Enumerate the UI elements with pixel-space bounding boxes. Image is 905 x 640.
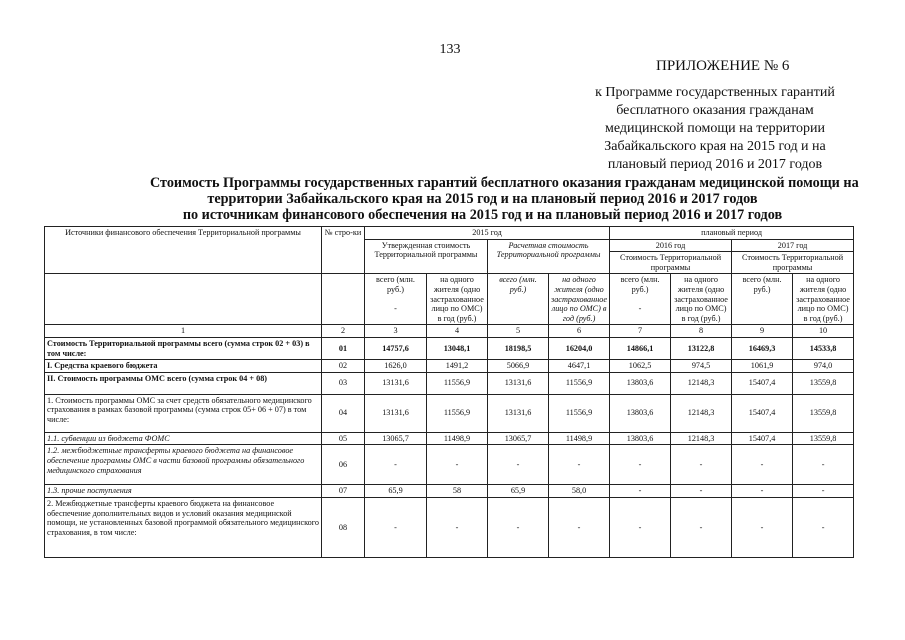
row-line-number: 01 [322,337,365,359]
document-title [150,175,859,223]
header-total-dash: - [638,304,642,314]
header-total: всего (млн. руб.) [732,274,793,325]
cell-value: - [671,445,732,485]
appendix-subtitle [570,84,860,174]
header-line-blank [322,274,365,325]
col-number: 9 [732,325,793,338]
cell-value: 1626,0 [365,360,427,373]
table-row [45,337,854,359]
cell-value: - [488,445,549,485]
header-source-blank [45,274,322,325]
col-number: 4 [427,325,488,338]
cell-value: - [732,445,793,485]
row-line-number: 02 [322,360,365,373]
cell-value: - [671,485,732,498]
col-number: 10 [793,325,854,338]
cell-value: 65,9 [365,485,427,498]
cell-value: 14866,1 [610,337,671,359]
header-total-label: всего (млн. руб.) [620,275,660,294]
cell-value: 11556,9 [549,394,610,432]
cell-value: 974,5 [671,360,732,373]
col-number: 2 [322,325,365,338]
appendix-line: Забайкальского края на 2015 год и на [604,139,826,154]
col-number: 6 [549,325,610,338]
cell-value: - [732,497,793,557]
col-number: 8 [671,325,732,338]
table-row [45,372,854,394]
row-label: II. Стоимость программы ОМС всего (сумма строк 04 + 08) [45,372,322,394]
cell-value: 11556,9 [549,372,610,394]
cell-value: - [610,485,671,498]
header-cost-2017: Стоимость Территориальной программы [732,252,854,274]
cell-value: 11556,9 [427,394,488,432]
row-label: 1.1. субвенции из бюджета ФОМС [45,432,322,445]
appendix-line: бесплатного оказания гражданам [616,103,814,118]
cell-value: - [793,497,854,557]
cell-value: 18198,5 [488,337,549,359]
cell-value: 12148,3 [671,372,732,394]
row-line-number: 05 [322,432,365,445]
cell-value: 13131,6 [488,394,549,432]
cell-value: - [610,445,671,485]
title-line: территории Забайкальского края на 2015 год и на плановый период 2016 и 2017 годов [207,191,758,207]
page-number: 133 [439,42,461,57]
cell-value: 1491,2 [427,360,488,373]
col-number: 5 [488,325,549,338]
cell-value: 15407,4 [732,394,793,432]
header-total [610,274,671,325]
col-number: 3 [365,325,427,338]
table-row [45,394,854,432]
appendix-line: медицинской помощи на территории [604,121,826,136]
cell-value: 13803,6 [610,394,671,432]
table-row [45,445,854,485]
header-per-capita: на одного жителя (одно застрахованное лицо по ОМС) в год (руб.) [427,274,488,325]
table-row [45,485,854,498]
cell-value: - [549,497,610,557]
header-line-number: № стро-ки [322,227,365,274]
header-total [365,274,427,325]
appendix-line: к Программе государственных гарантий [595,85,835,100]
cell-value: - [671,497,732,557]
header-per-capita: на одного жителя (одно застрахованное лицо по ОМС) в год (руб.) [549,274,610,325]
cell-value: 15407,4 [732,432,793,445]
cell-value: 5066,9 [488,360,549,373]
header-cost-2016: Стоимость Территориальной программы [610,252,732,274]
cell-value: 65,9 [488,485,549,498]
cell-value: - [610,497,671,557]
header-per-capita: на одного жителя (одно застрахованное лицо по ОМС) в год (руб.) [793,274,854,325]
cell-value: - [793,485,854,498]
cell-value: 1061,9 [732,360,793,373]
row-label: 1. Стоимость программы ОМС за счет средств обязательного медицинского страхования в рамках базовой программы (сумма строк 05+ 06 + 07) в том числе: [45,394,322,432]
table-row [45,497,854,557]
row-label: Стоимость Территориальной программы всего (сумма строк 02 + 03) в том числе: [45,337,322,359]
cell-value: 1062,5 [610,360,671,373]
header-total: всего (млн. руб.) [488,274,549,325]
cell-value: 974,0 [793,360,854,373]
cell-value: - [549,445,610,485]
row-line-number: 08 [322,497,365,557]
cell-value: 13065,7 [488,432,549,445]
cell-value: - [365,497,427,557]
header-year-2017: 2017 год [732,239,854,252]
cell-value: - [793,445,854,485]
header-year-2015: 2015 год [365,227,610,240]
cell-value: 58,0 [549,485,610,498]
cell-value: - [427,497,488,557]
cell-value: 16204,0 [549,337,610,359]
cell-value: 13131,6 [488,372,549,394]
cell-value: 13803,6 [610,432,671,445]
cell-value: 4647,1 [549,360,610,373]
cell-value: 12148,3 [671,432,732,445]
cell-value: 13131,6 [365,394,427,432]
header-source: Источники финансового обеспечения Территориальной программы [45,227,322,274]
row-line-number: 06 [322,445,365,485]
row-line-number: 07 [322,485,365,498]
col-number: 7 [610,325,671,338]
header-year-2016: 2016 год [610,239,732,252]
row-label: 1.2. межбюджетные трансферты краевого бюджета на финансовое обеспечение программы ОМС в части базовой программы обязательного медицинского страхования [45,445,322,485]
cost-table [44,226,854,558]
cell-value: 13122,8 [671,337,732,359]
cell-value: 11556,9 [427,372,488,394]
cell-value: 13048,1 [427,337,488,359]
cell-value: 14757,6 [365,337,427,359]
cell-value: 58 [427,485,488,498]
table-row [45,432,854,445]
header-calculated-cost: Расчетная стоимость Территориальной программы [488,239,610,274]
appendix-line: плановый период 2016 и 2017 годов [607,157,823,172]
cell-value: - [427,445,488,485]
cell-value: - [365,445,427,485]
table-row [45,360,854,373]
cell-value: 13803,6 [610,372,671,394]
row-label: 2. Межбюджетные трансферты краевого бюджета на финансовое обеспечение дополнительных видов и условий оказания медицинской помощи, не установленных базовой программой обязательного медицинского страхования, в том числе: [45,497,322,557]
cell-value: 15407,4 [732,372,793,394]
header-planned-period: плановый период [610,227,854,240]
header-approved-cost: Утвержденная стоимость Территориальной программы [365,239,488,274]
header-total-dash: - [394,304,397,314]
cell-value: - [732,485,793,498]
title-line: Стоимость Программы государственных гарантий бесплатного оказания гражданам медицинской помощи на [150,175,859,191]
row-label: I. Средства краевого бюджета [45,360,322,373]
cell-value: 13065,7 [365,432,427,445]
cell-value: 16469,3 [732,337,793,359]
title-line: по источникам финансового обеспечения на 2015 год и на плановый период 2016 и 2017 годов [182,207,783,223]
cell-value: 12148,3 [671,394,732,432]
cell-value: 14533,8 [793,337,854,359]
row-label: 1.3. прочие поступления [45,485,322,498]
row-line-number: 03 [322,372,365,394]
cell-value: 13559,8 [793,394,854,432]
appendix-title: ПРИЛОЖЕНИЕ № 6 [656,58,790,74]
cell-value: 11498,9 [549,432,610,445]
cell-value: - [488,497,549,557]
cell-value: 13559,8 [793,432,854,445]
cell-value: 13559,8 [793,372,854,394]
row-line-number: 04 [322,394,365,432]
header-per-capita: на одного жителя (одно застрахованное лицо по ОМС) в год (руб.) [671,274,732,325]
cell-value: 11498,9 [427,432,488,445]
header-total-label: всего (млн. руб.) [376,275,415,294]
col-number: 1 [45,325,322,338]
cell-value: 13131,6 [365,372,427,394]
